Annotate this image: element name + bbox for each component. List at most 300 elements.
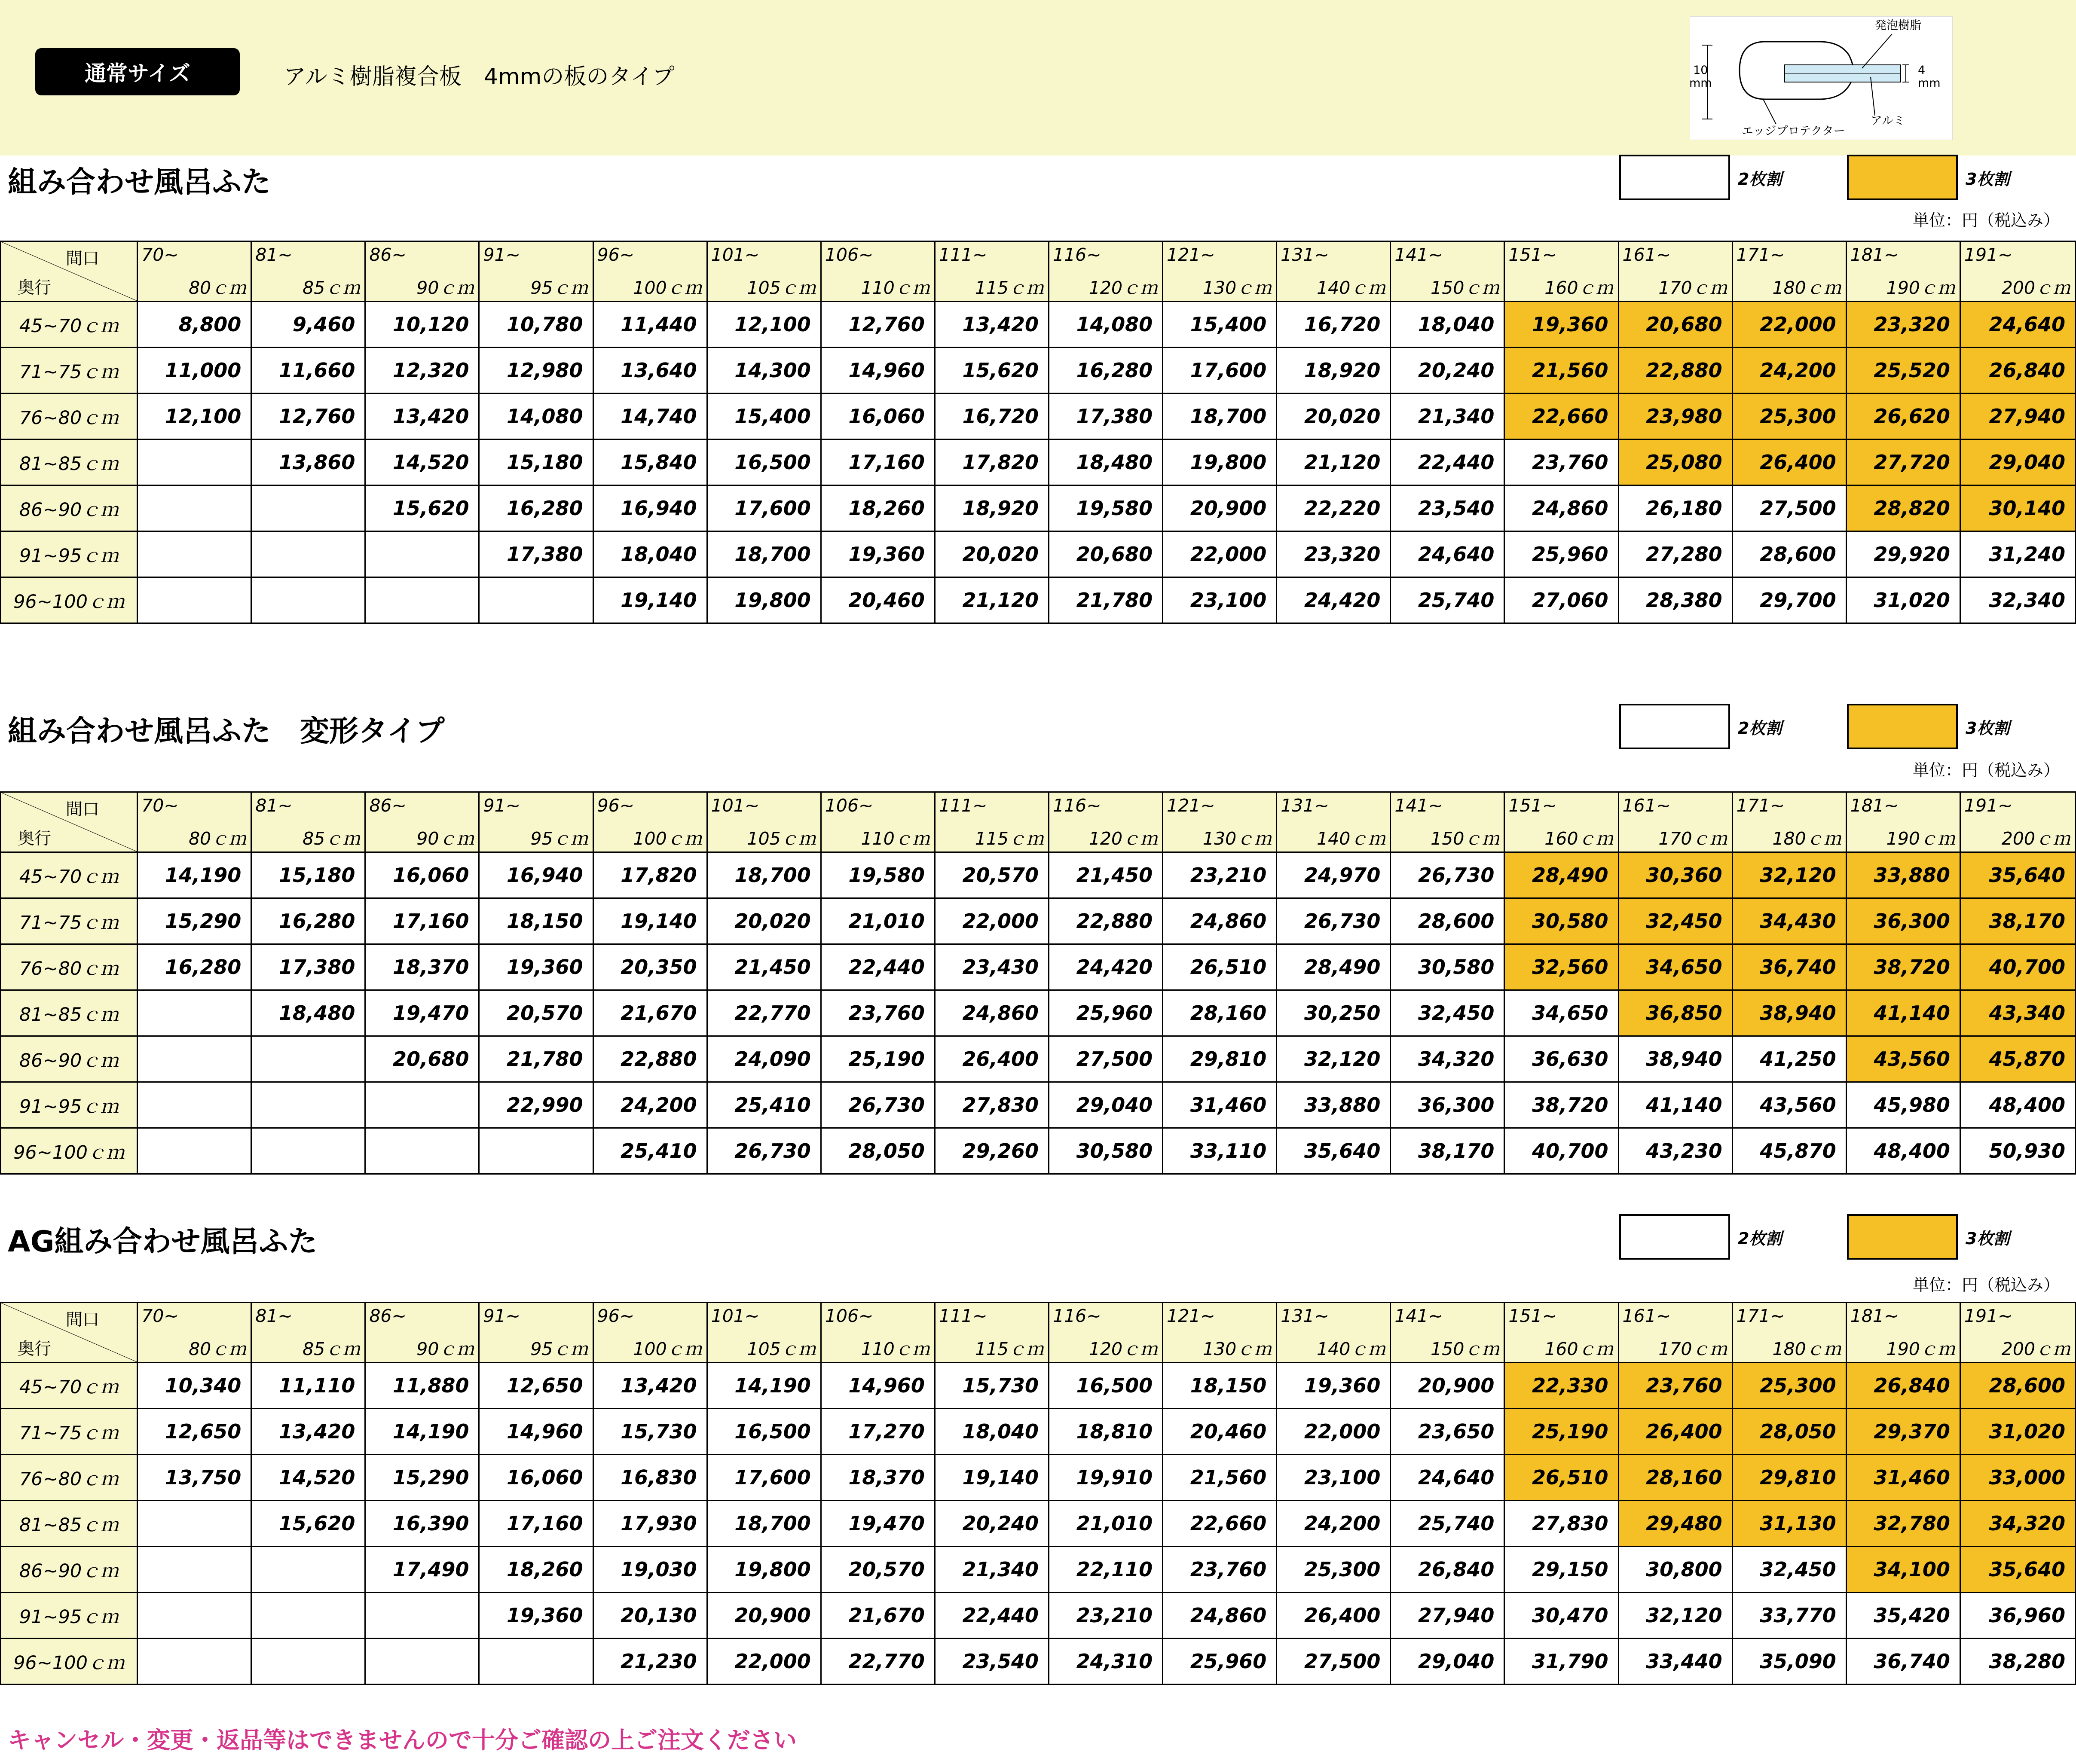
price-cell: 29,040 <box>1049 1082 1163 1128</box>
width-to: 95ｃｍ <box>530 278 588 298</box>
price-cell: 12,650 <box>479 1363 593 1409</box>
price-cell: 32,450 <box>1732 1547 1846 1593</box>
price-cell: 13,420 <box>251 1409 365 1455</box>
price-cell: 26,730 <box>707 1128 821 1174</box>
price-cell: 12,760 <box>251 394 365 439</box>
price-cell: 17,160 <box>821 439 935 485</box>
width-header-cell <box>138 1303 251 1363</box>
price-cell: 25,740 <box>1391 1501 1504 1547</box>
price-cell: 17,600 <box>707 1455 821 1501</box>
price-cell: 11,000 <box>138 348 251 394</box>
width-header-cell <box>1277 792 1391 852</box>
depth-axis-label: 奥行 <box>18 829 52 848</box>
price-cell <box>251 485 365 531</box>
width-header-cell <box>593 792 707 852</box>
width-to: 190ｃｍ <box>1886 828 1955 849</box>
width-from: 106~ <box>825 1306 874 1326</box>
width-header-cell <box>1732 241 1846 302</box>
width-to: 85ｃｍ <box>303 278 361 298</box>
width-to: 110ｃｍ <box>861 828 930 849</box>
price-cell: 27,500 <box>1049 1036 1163 1082</box>
price-cell: 15,400 <box>1163 302 1277 348</box>
legend-two-panel-swatch <box>1619 704 1730 749</box>
width-axis-label: 間口 <box>66 800 100 819</box>
price-cell: 34,430 <box>1732 898 1846 944</box>
width-header-cell <box>1277 1303 1391 1363</box>
width-header-cell <box>1960 1303 2075 1363</box>
depth-label: 81~85ｃｍ <box>1 439 138 485</box>
width-from: 81~ <box>255 244 293 265</box>
price-cell: 13,640 <box>593 348 707 394</box>
width-header-cell <box>365 792 479 852</box>
width-header-cell <box>365 1303 479 1363</box>
price-cell: 24,860 <box>935 990 1049 1036</box>
price-cell: 36,300 <box>1846 898 1960 944</box>
price-cell: 43,230 <box>1618 1128 1732 1174</box>
price-row <box>1 531 2076 577</box>
legend-two-panel-swatch <box>1619 155 1730 200</box>
price-cell: 20,020 <box>707 898 821 944</box>
width-to: 95ｃｍ <box>530 1339 588 1359</box>
price-row <box>1 1082 2076 1128</box>
price-cell: 23,320 <box>1277 531 1391 577</box>
price-cell: 31,460 <box>1846 1455 1960 1501</box>
price-cell: 16,060 <box>365 852 479 898</box>
price-cell: 19,800 <box>707 1547 821 1593</box>
width-header-cell <box>1391 1303 1504 1363</box>
price-cell: 26,620 <box>1846 394 1960 439</box>
price-cell: 15,290 <box>138 898 251 944</box>
price-cell: 12,100 <box>707 302 821 348</box>
price-cell: 26,180 <box>1618 485 1732 531</box>
price-cell: 20,900 <box>707 1593 821 1639</box>
width-from: 91~ <box>483 244 520 265</box>
depth-label: 45~70ｃｍ <box>1 1363 138 1409</box>
width-to: 160ｃｍ <box>1544 278 1614 298</box>
price-cell: 41,140 <box>1846 990 1960 1036</box>
price-cell: 30,140 <box>1960 485 2075 531</box>
price-cell <box>138 1547 251 1593</box>
width-to: 110ｃｍ <box>861 278 930 298</box>
width-header-cell <box>935 792 1049 852</box>
price-cell: 23,650 <box>1391 1409 1504 1455</box>
width-from: 181~ <box>1850 1306 1899 1326</box>
price-cell: 22,990 <box>479 1082 593 1128</box>
price-cell: 25,190 <box>821 1036 935 1082</box>
corner-cell <box>1 1303 138 1363</box>
price-cell <box>251 1547 365 1593</box>
price-cell: 31,130 <box>1732 1501 1846 1547</box>
width-from: 116~ <box>1053 1306 1101 1326</box>
price-cell <box>138 531 251 577</box>
depth-label: 96~100ｃｍ <box>1 1639 138 1685</box>
price-cell: 35,420 <box>1846 1593 1960 1639</box>
width-from: 70~ <box>141 795 179 816</box>
price-cell: 36,960 <box>1960 1593 2075 1639</box>
price-cell: 16,940 <box>593 485 707 531</box>
price-cell: 38,170 <box>1391 1128 1504 1174</box>
price-cell: 22,000 <box>1277 1409 1391 1455</box>
price-cell: 23,210 <box>1049 1593 1163 1639</box>
price-row <box>1 439 2076 485</box>
price-cell: 23,540 <box>1391 485 1504 531</box>
price-cell: 19,580 <box>821 852 935 898</box>
price-cell <box>138 439 251 485</box>
price-table <box>0 791 2076 1175</box>
price-cell: 35,090 <box>1732 1639 1846 1685</box>
price-cell: 29,040 <box>1391 1639 1504 1685</box>
price-cell <box>251 577 365 623</box>
width-to: 180ｃｍ <box>1772 278 1841 298</box>
width-header-cell <box>1504 792 1618 852</box>
price-cell: 20,570 <box>935 852 1049 898</box>
price-cell: 25,520 <box>1846 348 1960 394</box>
price-cell: 19,360 <box>479 1593 593 1639</box>
width-header-cell <box>707 1303 821 1363</box>
price-cell: 14,960 <box>479 1409 593 1455</box>
price-cell: 24,860 <box>1163 1593 1277 1639</box>
price-cell: 34,100 <box>1846 1547 1960 1593</box>
price-row <box>1 348 2076 394</box>
price-cell: 28,600 <box>1391 898 1504 944</box>
price-cell: 25,960 <box>1504 531 1618 577</box>
price-cell: 16,060 <box>479 1455 593 1501</box>
price-cell: 18,700 <box>1163 394 1277 439</box>
price-cell: 29,260 <box>935 1128 1049 1174</box>
cancellation-notice: キャンセル・変更・返品等はできませんので十分ご確認の上ご注文ください <box>8 1727 797 1754</box>
price-cell: 21,120 <box>935 577 1049 623</box>
price-cell: 34,320 <box>1960 1501 2075 1547</box>
width-to: 150ｃｍ <box>1431 1339 1500 1359</box>
price-cell: 28,820 <box>1846 485 1960 531</box>
width-to: 80ｃｍ <box>189 1339 247 1359</box>
price-cell: 21,780 <box>1049 577 1163 623</box>
width-from: 141~ <box>1394 244 1443 265</box>
price-cell: 25,080 <box>1618 439 1732 485</box>
price-cell: 18,920 <box>935 485 1049 531</box>
price-cell: 15,400 <box>707 394 821 439</box>
price-cell <box>138 1128 251 1174</box>
price-cell: 26,400 <box>935 1036 1049 1082</box>
price-cell: 16,280 <box>251 898 365 944</box>
price-cell: 32,120 <box>1277 1036 1391 1082</box>
price-cell: 17,270 <box>821 1409 935 1455</box>
price-cell: 14,190 <box>707 1363 821 1409</box>
price-cell: 15,730 <box>593 1409 707 1455</box>
price-cell: 11,660 <box>251 348 365 394</box>
price-cell: 24,200 <box>1277 1501 1391 1547</box>
price-cell: 21,780 <box>479 1036 593 1082</box>
width-to: 105ｃｍ <box>747 1339 816 1359</box>
depth-label: 76~80ｃｍ <box>1 1455 138 1501</box>
width-from: 191~ <box>1964 244 2013 265</box>
thickness-4mm-label: 4 mm <box>1918 64 1941 90</box>
price-cell: 30,800 <box>1618 1547 1732 1593</box>
width-to: 140ｃｍ <box>1317 1339 1386 1359</box>
width-from: 111~ <box>939 244 988 265</box>
price-row <box>1 852 2076 898</box>
price-cell: 23,100 <box>1163 577 1277 623</box>
price-cell: 48,400 <box>1960 1082 2075 1128</box>
price-cell: 31,020 <box>1960 1409 2075 1455</box>
price-cell: 21,450 <box>707 944 821 990</box>
price-cell: 18,370 <box>365 944 479 990</box>
depth-label: 86~90ｃｍ <box>1 1036 138 1082</box>
price-cell: 45,870 <box>1960 1036 2075 1082</box>
price-cell: 20,460 <box>821 577 935 623</box>
width-from: 116~ <box>1053 795 1101 816</box>
width-header-cell <box>1504 1303 1618 1363</box>
price-cell: 43,560 <box>1732 1082 1846 1128</box>
width-from: 91~ <box>483 795 520 816</box>
width-header-cell <box>138 241 251 302</box>
price-cell: 28,490 <box>1504 852 1618 898</box>
width-to: 160ｃｍ <box>1544 1339 1614 1359</box>
price-cell: 21,560 <box>1163 1455 1277 1501</box>
width-from: 96~ <box>597 244 635 265</box>
price-cell: 33,000 <box>1960 1455 2075 1501</box>
price-cell: 22,000 <box>707 1639 821 1685</box>
price-cell: 21,340 <box>1391 394 1504 439</box>
depth-axis-label: 奥行 <box>18 278 52 298</box>
price-cell: 23,980 <box>1618 394 1732 439</box>
price-row <box>1 1363 2076 1409</box>
price-cell <box>251 1593 365 1639</box>
price-cell: 34,650 <box>1504 990 1618 1036</box>
price-cell: 25,740 <box>1391 577 1504 623</box>
price-cell: 19,470 <box>821 1501 935 1547</box>
width-to: 130ｃｍ <box>1202 278 1272 298</box>
price-cell: 20,240 <box>935 1501 1049 1547</box>
price-cell <box>251 1639 365 1685</box>
price-cell: 19,360 <box>479 944 593 990</box>
width-to: 120ｃｍ <box>1088 1339 1158 1359</box>
price-cell: 18,370 <box>821 1455 935 1501</box>
price-cell: 18,150 <box>1163 1363 1277 1409</box>
edge-protector-diagram <box>1690 16 1953 140</box>
price-cell: 16,280 <box>479 485 593 531</box>
price-cell: 25,190 <box>1504 1409 1618 1455</box>
width-header-cell <box>251 792 365 852</box>
price-cell: 14,740 <box>593 394 707 439</box>
price-cell: 48,400 <box>1846 1128 1960 1174</box>
width-from: 101~ <box>711 244 760 265</box>
price-cell: 14,960 <box>821 1363 935 1409</box>
price-cell: 31,020 <box>1846 577 1960 623</box>
price-cell: 19,800 <box>1163 439 1277 485</box>
width-to: 120ｃｍ <box>1088 828 1158 849</box>
width-to: 150ｃｍ <box>1431 278 1500 298</box>
price-cell: 20,020 <box>935 531 1049 577</box>
price-cell: 22,880 <box>1618 348 1732 394</box>
price-cell: 29,370 <box>1846 1409 1960 1455</box>
price-cell: 20,900 <box>1163 485 1277 531</box>
price-cell: 18,040 <box>593 531 707 577</box>
price-cell <box>138 577 251 623</box>
price-cell <box>365 577 479 623</box>
price-cell: 14,080 <box>1049 302 1163 348</box>
width-header-cell <box>707 241 821 302</box>
width-from: 131~ <box>1281 795 1329 816</box>
price-row <box>1 1409 2076 1455</box>
price-cell: 36,740 <box>1732 944 1846 990</box>
width-header-cell <box>821 241 935 302</box>
width-from: 101~ <box>711 1306 760 1326</box>
price-cell: 25,410 <box>707 1082 821 1128</box>
price-cell: 24,200 <box>1732 348 1846 394</box>
price-table <box>0 1302 2076 1685</box>
width-from: 101~ <box>711 795 760 816</box>
price-cell <box>251 531 365 577</box>
price-cell: 18,150 <box>479 898 593 944</box>
price-cell: 36,740 <box>1846 1639 1960 1685</box>
width-to: 100ｃｍ <box>633 828 702 849</box>
price-cell: 29,040 <box>1960 439 2075 485</box>
price-cell: 36,850 <box>1618 990 1732 1036</box>
price-cell: 29,810 <box>1163 1036 1277 1082</box>
price-cell: 13,420 <box>365 394 479 439</box>
depth-label: 71~75ｃｍ <box>1 1409 138 1455</box>
price-cell: 45,980 <box>1846 1082 1960 1128</box>
price-cell: 14,190 <box>365 1409 479 1455</box>
price-cell: 22,000 <box>935 898 1049 944</box>
price-cell: 15,730 <box>935 1363 1049 1409</box>
price-cell: 35,640 <box>1277 1128 1391 1174</box>
width-to: 85ｃｍ <box>303 828 361 849</box>
price-cell <box>365 1128 479 1174</box>
width-header-cell <box>1277 241 1391 302</box>
width-to: 190ｃｍ <box>1886 278 1955 298</box>
width-header-cell <box>1049 1303 1163 1363</box>
price-cell: 17,380 <box>479 531 593 577</box>
depth-label: 91~95ｃｍ <box>1 531 138 577</box>
width-to: 180ｃｍ <box>1772 828 1841 849</box>
price-cell: 32,120 <box>1618 1593 1732 1639</box>
price-cell: 32,560 <box>1504 944 1618 990</box>
price-cell <box>138 1593 251 1639</box>
width-to: 200ｃｍ <box>2001 828 2070 849</box>
price-cell <box>138 1082 251 1128</box>
width-from: 91~ <box>483 1306 520 1326</box>
price-cell: 23,430 <box>935 944 1049 990</box>
price-cell: 24,420 <box>1277 577 1391 623</box>
legend-two-panel-swatch <box>1619 1214 1730 1260</box>
price-cell: 19,580 <box>1049 485 1163 531</box>
price-cell: 19,360 <box>821 531 935 577</box>
price-cell: 18,260 <box>821 485 935 531</box>
price-cell: 18,480 <box>251 990 365 1036</box>
price-cell: 16,830 <box>593 1455 707 1501</box>
width-header-cell <box>251 1303 365 1363</box>
width-to: 200ｃｍ <box>2001 278 2070 298</box>
width-from: 86~ <box>369 795 407 816</box>
price-cell: 11,110 <box>251 1363 365 1409</box>
price-cell: 19,140 <box>935 1455 1049 1501</box>
price-cell: 10,780 <box>479 302 593 348</box>
width-header-cell <box>935 241 1049 302</box>
width-header-cell <box>1504 241 1618 302</box>
width-to: 130ｃｍ <box>1202 828 1272 849</box>
price-cell: 21,010 <box>1049 1501 1163 1547</box>
price-cell: 26,840 <box>1391 1547 1504 1593</box>
price-cell: 22,770 <box>707 990 821 1036</box>
price-row <box>1 302 2076 348</box>
price-cell: 33,880 <box>1277 1082 1391 1128</box>
width-to: 80ｃｍ <box>189 278 247 298</box>
section-title: AG組み合わせ風呂ふた <box>8 1225 318 1259</box>
width-to: 105ｃｍ <box>747 278 816 298</box>
width-header-cell <box>821 1303 935 1363</box>
price-cell: 32,450 <box>1391 990 1504 1036</box>
width-header-cell <box>1732 792 1846 852</box>
width-from: 96~ <box>597 1306 635 1326</box>
price-cell: 26,730 <box>1391 852 1504 898</box>
price-cell: 23,320 <box>1846 302 1960 348</box>
price-cell: 32,450 <box>1618 898 1732 944</box>
price-cell: 22,220 <box>1277 485 1391 531</box>
price-row <box>1 1128 2076 1174</box>
price-cell <box>365 1593 479 1639</box>
price-cell: 16,390 <box>365 1501 479 1547</box>
price-cell: 15,180 <box>479 439 593 485</box>
width-from: 161~ <box>1622 795 1671 816</box>
width-to: 90ｃｍ <box>416 1339 474 1359</box>
depth-label: 96~100ｃｍ <box>1 577 138 623</box>
price-cell: 22,880 <box>1049 898 1163 944</box>
price-cell: 24,640 <box>1391 531 1504 577</box>
width-from: 106~ <box>825 244 874 265</box>
width-from: 171~ <box>1736 1306 1785 1326</box>
price-cell: 31,240 <box>1960 531 2075 577</box>
price-cell: 24,200 <box>593 1082 707 1128</box>
price-cell: 18,700 <box>707 1501 821 1547</box>
price-cell: 27,940 <box>1391 1593 1504 1639</box>
width-to: 110ｃｍ <box>861 1339 930 1359</box>
price-cell: 18,700 <box>707 852 821 898</box>
price-cell: 17,380 <box>251 944 365 990</box>
price-cell: 23,210 <box>1163 852 1277 898</box>
price-cell: 13,860 <box>251 439 365 485</box>
price-cell: 18,810 <box>1049 1409 1163 1455</box>
width-from: 86~ <box>369 1306 407 1326</box>
price-cell <box>479 577 593 623</box>
price-cell: 22,330 <box>1504 1363 1618 1409</box>
width-to: 200ｃｍ <box>2001 1339 2070 1359</box>
depth-label: 81~85ｃｍ <box>1 1501 138 1547</box>
price-cell: 21,010 <box>821 898 935 944</box>
price-row <box>1 1593 2076 1639</box>
price-cell: 17,820 <box>593 852 707 898</box>
price-cell: 18,040 <box>935 1409 1049 1455</box>
price-cell: 35,640 <box>1960 1547 2075 1593</box>
price-cell: 25,300 <box>1732 1363 1846 1409</box>
price-cell: 30,250 <box>1277 990 1391 1036</box>
legend-two-panel-label: 2枚割 <box>1738 1229 1782 1248</box>
width-to: 115ｃｍ <box>975 1339 1044 1359</box>
width-from: 111~ <box>939 1306 988 1326</box>
price-cell: 28,380 <box>1618 577 1732 623</box>
price-cell <box>365 531 479 577</box>
legend-two-panel-label: 2枚割 <box>1738 170 1782 189</box>
width-from: 181~ <box>1850 244 1899 265</box>
price-cell: 41,140 <box>1618 1082 1732 1128</box>
width-from: 151~ <box>1508 795 1557 816</box>
width-from: 141~ <box>1394 1306 1443 1326</box>
price-cell: 13,420 <box>935 302 1049 348</box>
price-cell: 38,170 <box>1960 898 2075 944</box>
depth-label: 76~80ｃｍ <box>1 394 138 439</box>
depth-label: 91~95ｃｍ <box>1 1593 138 1639</box>
